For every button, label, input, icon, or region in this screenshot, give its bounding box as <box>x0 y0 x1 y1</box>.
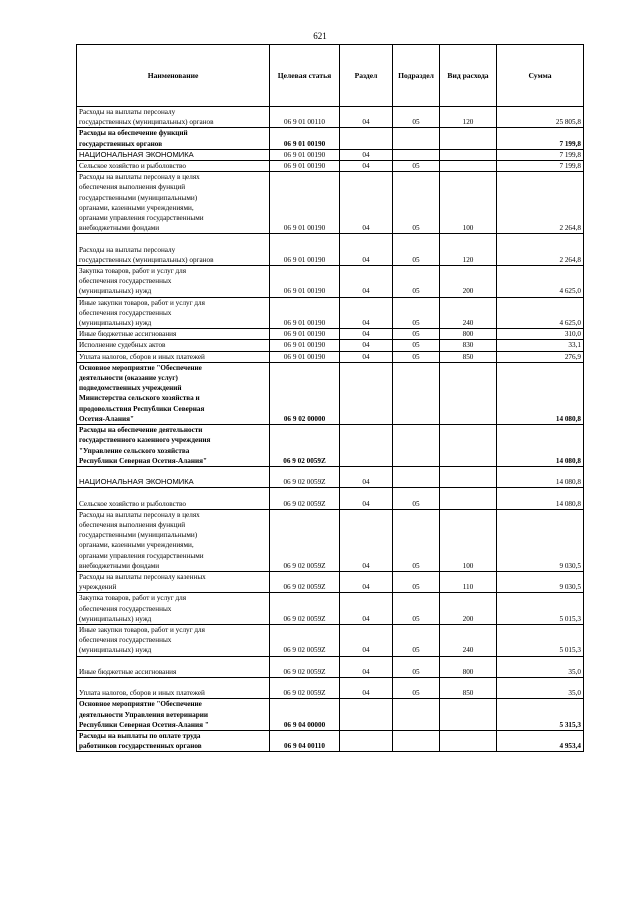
row-name-line: государственными (муниципальными) <box>79 193 198 202</box>
row-target-article: 06 9 01 00190 <box>270 266 340 298</box>
row-name-line: государственного казенного учреждения <box>79 436 211 445</box>
row-subsection: 05 <box>393 571 440 592</box>
row-expense-type: 110 <box>440 571 497 592</box>
row-name-line: Расходы на выплаты персоналу <box>79 245 176 254</box>
row-expense-type: 200 <box>440 266 497 298</box>
row-expense-type: 100 <box>440 172 497 234</box>
row-expense-type <box>440 149 497 160</box>
table-row <box>77 297 584 329</box>
column-header-expense-type: Вид расхода <box>440 45 497 107</box>
row-sum: 310,0 <box>497 329 584 340</box>
row-name-cell <box>77 172 270 234</box>
row-name-line: Иные бюджетные ассигнования <box>79 667 177 676</box>
row-name-line: Иные бюджетные ассигнования <box>79 330 177 339</box>
row-subsection: 05 <box>393 234 440 266</box>
row-target-article: 06 9 04 00110 <box>270 730 340 751</box>
row-name-line: подведомственных учреждений <box>79 384 182 393</box>
row-subsection <box>393 149 440 160</box>
row-target-article: 06 9 02 0059Z <box>270 624 340 656</box>
row-name-line: Закупка товаров, работ и услуг для <box>79 594 187 603</box>
row-sum: 5 015,3 <box>497 624 584 656</box>
row-name-cell <box>77 656 270 677</box>
table-body <box>77 107 584 752</box>
row-sum: 14 080,8 <box>497 488 584 509</box>
column-header-name: Наименование <box>77 45 270 107</box>
row-name-cell <box>77 266 270 298</box>
table-row <box>77 677 584 698</box>
row-subsection <box>393 425 440 467</box>
row-target-article: 06 9 02 0059Z <box>270 656 340 677</box>
row-subsection: 05 <box>393 297 440 329</box>
row-name-cell <box>77 624 270 656</box>
row-name-line: деятельности Управления ветеринарии <box>79 710 209 719</box>
row-spacer <box>79 488 267 498</box>
row-target-article: 06 9 01 00190 <box>270 340 340 351</box>
row-name-cell <box>77 234 270 266</box>
table-row <box>77 730 584 751</box>
row-name-cell <box>77 149 270 160</box>
row-expense-type: 240 <box>440 297 497 329</box>
row-section: 04 <box>340 329 393 340</box>
row-name-cell <box>77 593 270 625</box>
row-section: 04 <box>340 161 393 172</box>
row-section <box>340 362 393 424</box>
table-row <box>77 466 584 487</box>
row-expense-type: 850 <box>440 351 497 362</box>
row-name-line: органами управления государственными <box>79 214 204 223</box>
row-sum: 4 625,0 <box>497 297 584 329</box>
row-name-line: органами, казенными учреждениями, <box>79 541 194 550</box>
row-subsection: 05 <box>393 351 440 362</box>
row-expense-type: 240 <box>440 624 497 656</box>
row-sum: 35,0 <box>497 656 584 677</box>
row-target-article: 06 9 01 00190 <box>270 128 340 149</box>
row-section: 04 <box>340 509 393 571</box>
row-target-article: 06 9 01 00190 <box>270 351 340 362</box>
page-number: 621 <box>313 31 327 41</box>
row-name-cell <box>77 340 270 351</box>
row-name-line: Расходы на выплаты персоналу <box>79 108 176 116</box>
row-name-line: государственных (муниципальных) органов <box>79 118 214 127</box>
row-spacer <box>79 234 267 244</box>
row-name-cell <box>77 161 270 172</box>
row-subsection <box>393 730 440 751</box>
row-name-line: (муниципальных) нужд <box>79 319 152 328</box>
row-name-line: государственными (муниципальными) <box>79 531 198 540</box>
row-subsection: 05 <box>393 107 440 128</box>
row-target-article: 06 9 01 00110 <box>270 107 340 128</box>
row-name-cell <box>77 488 270 509</box>
row-target-article: 06 9 02 0059Z <box>270 593 340 625</box>
table-row <box>77 128 584 149</box>
row-expense-type: 800 <box>440 656 497 677</box>
row-section: 04 <box>340 351 393 362</box>
row-sum: 14 080,8 <box>497 466 584 487</box>
row-sum: 9 030,5 <box>497 571 584 592</box>
row-subsection <box>393 362 440 424</box>
row-expense-type <box>440 161 497 172</box>
row-subsection: 05 <box>393 677 440 698</box>
row-name-line: (муниципальных) нужд <box>79 287 152 296</box>
row-subsection <box>393 128 440 149</box>
row-section: 04 <box>340 149 393 160</box>
row-expense-type: 120 <box>440 107 497 128</box>
row-subsection: 05 <box>393 266 440 298</box>
row-target-article: 06 9 02 0059Z <box>270 571 340 592</box>
row-target-article: 06 9 01 00190 <box>270 172 340 234</box>
row-expense-type <box>440 362 497 424</box>
row-sum: 4 953,4 <box>497 730 584 751</box>
row-section: 04 <box>340 234 393 266</box>
row-section: 04 <box>340 571 393 592</box>
row-sum: 4 625,0 <box>497 266 584 298</box>
row-target-article: 06 9 04 00000 <box>270 699 340 731</box>
row-name-line: обеспечения государственных <box>79 604 172 613</box>
row-name-line: обеспечения государственных <box>79 308 172 317</box>
row-section: 04 <box>340 488 393 509</box>
row-sum: 276,9 <box>497 351 584 362</box>
row-name-line: внебюджетными фондами <box>79 224 160 233</box>
row-subsection <box>393 699 440 731</box>
row-name-line: Расходы на выплаты по оплате труда <box>79 731 201 740</box>
row-section <box>340 730 393 751</box>
row-name-line: Республики Северная Осетия-Алания" <box>79 456 208 465</box>
row-target-article: 06 9 02 0059Z <box>270 425 340 467</box>
row-name-cell <box>77 297 270 329</box>
row-section <box>340 699 393 731</box>
table-row <box>77 593 584 625</box>
row-target-article: 06 9 01 00190 <box>270 329 340 340</box>
table-row <box>77 107 584 128</box>
row-expense-type <box>440 730 497 751</box>
row-expense-type: 200 <box>440 593 497 625</box>
row-name-line: Расходы на обеспечение деятельности <box>79 426 203 435</box>
table-row <box>77 351 584 362</box>
row-subsection: 05 <box>393 329 440 340</box>
table-row <box>77 509 584 571</box>
row-name-line: Республики Северная Осетия-Алания " <box>79 720 209 729</box>
row-subsection: 05 <box>393 161 440 172</box>
row-target-article: 06 9 02 0059Z <box>270 488 340 509</box>
row-expense-type <box>440 488 497 509</box>
row-name-line: работников государственных органов <box>79 742 202 751</box>
row-name-line: Уплата налогов, сборов и иных платежей <box>79 352 205 361</box>
row-target-article: 06 9 02 00000 <box>270 362 340 424</box>
row-spacer <box>79 657 267 667</box>
row-name-line: органами, казенными учреждениями, <box>79 203 194 212</box>
row-name-line: Расходы на обеспечение функций <box>79 129 188 138</box>
row-target-article: 06 9 01 00190 <box>270 161 340 172</box>
row-section: 04 <box>340 107 393 128</box>
row-section: 04 <box>340 624 393 656</box>
row-name-line: Основное мероприятие "Обеспечение <box>79 700 202 709</box>
row-name-cell <box>77 677 270 698</box>
row-name-line: Закупка товаров, работ и услуг для <box>79 267 187 276</box>
row-section: 04 <box>340 340 393 351</box>
row-name-line: Иные закупки товаров, работ и услуг для <box>79 625 205 634</box>
row-sum: 5 015,3 <box>497 593 584 625</box>
row-name-line: учреждений <box>79 583 117 592</box>
row-subsection: 05 <box>393 624 440 656</box>
row-sum: 7 199,8 <box>497 161 584 172</box>
column-header-target-article: Целевая статья <box>270 45 340 107</box>
row-subsection <box>393 466 440 487</box>
table-row <box>77 172 584 234</box>
row-expense-type: 830 <box>440 340 497 351</box>
table-row <box>77 329 584 340</box>
row-name-cell <box>77 509 270 571</box>
row-sum: 25 805,8 <box>497 107 584 128</box>
row-name-line: НАЦИОНАЛЬНАЯ ЭКОНОМИКА <box>79 149 194 159</box>
table-row <box>77 266 584 298</box>
row-section: 04 <box>340 656 393 677</box>
table-row <box>77 161 584 172</box>
row-section: 04 <box>340 593 393 625</box>
row-name-line: обеспечения выполнения функций <box>79 183 186 192</box>
row-name-line: Основное мероприятие "Обеспечение <box>79 363 202 372</box>
row-section: 04 <box>340 266 393 298</box>
row-name-cell <box>77 362 270 424</box>
table-row <box>77 656 584 677</box>
row-spacer <box>79 678 267 688</box>
table-row <box>77 425 584 467</box>
row-sum: 35,0 <box>497 677 584 698</box>
row-expense-type: 100 <box>440 509 497 571</box>
row-name-line: государственных (муниципальных) органов <box>79 255 214 264</box>
row-name-line: Расходы на выплаты персоналу в целях <box>79 510 200 519</box>
row-name-line: государственных органов <box>79 139 163 148</box>
row-name-cell <box>77 730 270 751</box>
row-target-article: 06 9 01 00190 <box>270 149 340 160</box>
table-row <box>77 624 584 656</box>
row-name-line: деятельности (оказание услуг) <box>79 374 178 383</box>
row-subsection: 05 <box>393 656 440 677</box>
row-name-line: (муниципальных) нужд <box>79 646 152 655</box>
table-row <box>77 362 584 424</box>
row-section: 04 <box>340 466 393 487</box>
row-name-line: обеспечения государственных <box>79 636 172 645</box>
row-name-line: "Управление сельского хозяйства <box>79 446 190 455</box>
row-subsection: 05 <box>393 593 440 625</box>
row-subsection: 05 <box>393 488 440 509</box>
row-name-line: (муниципальных) нужд <box>79 614 152 623</box>
row-spacer <box>79 467 267 477</box>
row-sum: 2 264,8 <box>497 172 584 234</box>
row-name-line: органами управления государственными <box>79 551 204 560</box>
header-row <box>77 45 584 107</box>
row-name-line: обеспечения выполнения функций <box>79 520 186 529</box>
row-name-line: Осетия-Алания" <box>79 414 134 423</box>
row-section: 04 <box>340 172 393 234</box>
row-name-cell <box>77 329 270 340</box>
table-row <box>77 699 584 731</box>
row-target-article: 06 9 02 0059Z <box>270 509 340 571</box>
table-row <box>77 234 584 266</box>
table-row <box>77 571 584 592</box>
row-name-line: Сельское хозяйство и рыболовство <box>79 162 186 171</box>
row-name-line: Сельское хозяйство и рыболовство <box>79 499 186 508</box>
row-name-line: Расходы на выплаты персоналу казенных <box>79 572 206 581</box>
row-expense-type <box>440 466 497 487</box>
row-name-cell <box>77 466 270 487</box>
row-sum: 7 199,8 <box>497 149 584 160</box>
row-section: 04 <box>340 297 393 329</box>
column-header-sum: Сумма <box>497 45 584 107</box>
row-name-line: Исполнение судебных актов <box>79 341 166 350</box>
row-name-line: внебюджетными фондами <box>79 561 160 570</box>
budget-table <box>76 44 584 752</box>
row-name-cell <box>77 128 270 149</box>
row-name-line: обеспечения государственных <box>79 277 172 286</box>
row-name-line: Министерства сельского хозяйства и <box>79 394 200 403</box>
row-expense-type <box>440 699 497 731</box>
row-target-article: 06 9 02 0059Z <box>270 466 340 487</box>
row-expense-type: 850 <box>440 677 497 698</box>
column-header-section: Раздел <box>340 45 393 107</box>
row-subsection: 05 <box>393 172 440 234</box>
row-name-line: Расходы на выплаты персоналу в целях <box>79 173 200 182</box>
row-target-article: 06 9 02 0059Z <box>270 677 340 698</box>
table-row <box>77 340 584 351</box>
row-section <box>340 128 393 149</box>
row-name-cell <box>77 571 270 592</box>
row-sum: 14 080,8 <box>497 362 584 424</box>
row-expense-type: 120 <box>440 234 497 266</box>
row-target-article: 06 9 01 00190 <box>270 234 340 266</box>
row-sum: 33,1 <box>497 340 584 351</box>
row-sum: 7 199,8 <box>497 128 584 149</box>
row-sum: 9 030,5 <box>497 509 584 571</box>
row-target-article: 06 9 01 00190 <box>270 297 340 329</box>
column-header-subsection: Подраздел <box>393 45 440 107</box>
row-name-cell <box>77 351 270 362</box>
row-subsection: 05 <box>393 340 440 351</box>
row-section: 04 <box>340 677 393 698</box>
table-row <box>77 149 584 160</box>
row-name-cell <box>77 699 270 731</box>
row-sum: 14 080,8 <box>497 425 584 467</box>
row-name-cell <box>77 425 270 467</box>
row-sum: 2 264,8 <box>497 234 584 266</box>
row-expense-type <box>440 425 497 467</box>
row-subsection: 05 <box>393 509 440 571</box>
row-name-line: продовольствия Республики Северная <box>79 404 205 413</box>
row-name-line: НАЦИОНАЛЬНАЯ ЭКОНОМИКА <box>79 477 194 487</box>
table-row <box>77 488 584 509</box>
row-name-line: Уплата налогов, сборов и иных платежей <box>79 689 205 698</box>
row-name-cell <box>77 107 270 128</box>
row-expense-type: 800 <box>440 329 497 340</box>
row-section <box>340 425 393 467</box>
row-sum: 5 315,3 <box>497 699 584 731</box>
row-name-line: Иные закупки товаров, работ и услуг для <box>79 298 205 307</box>
row-expense-type <box>440 128 497 149</box>
